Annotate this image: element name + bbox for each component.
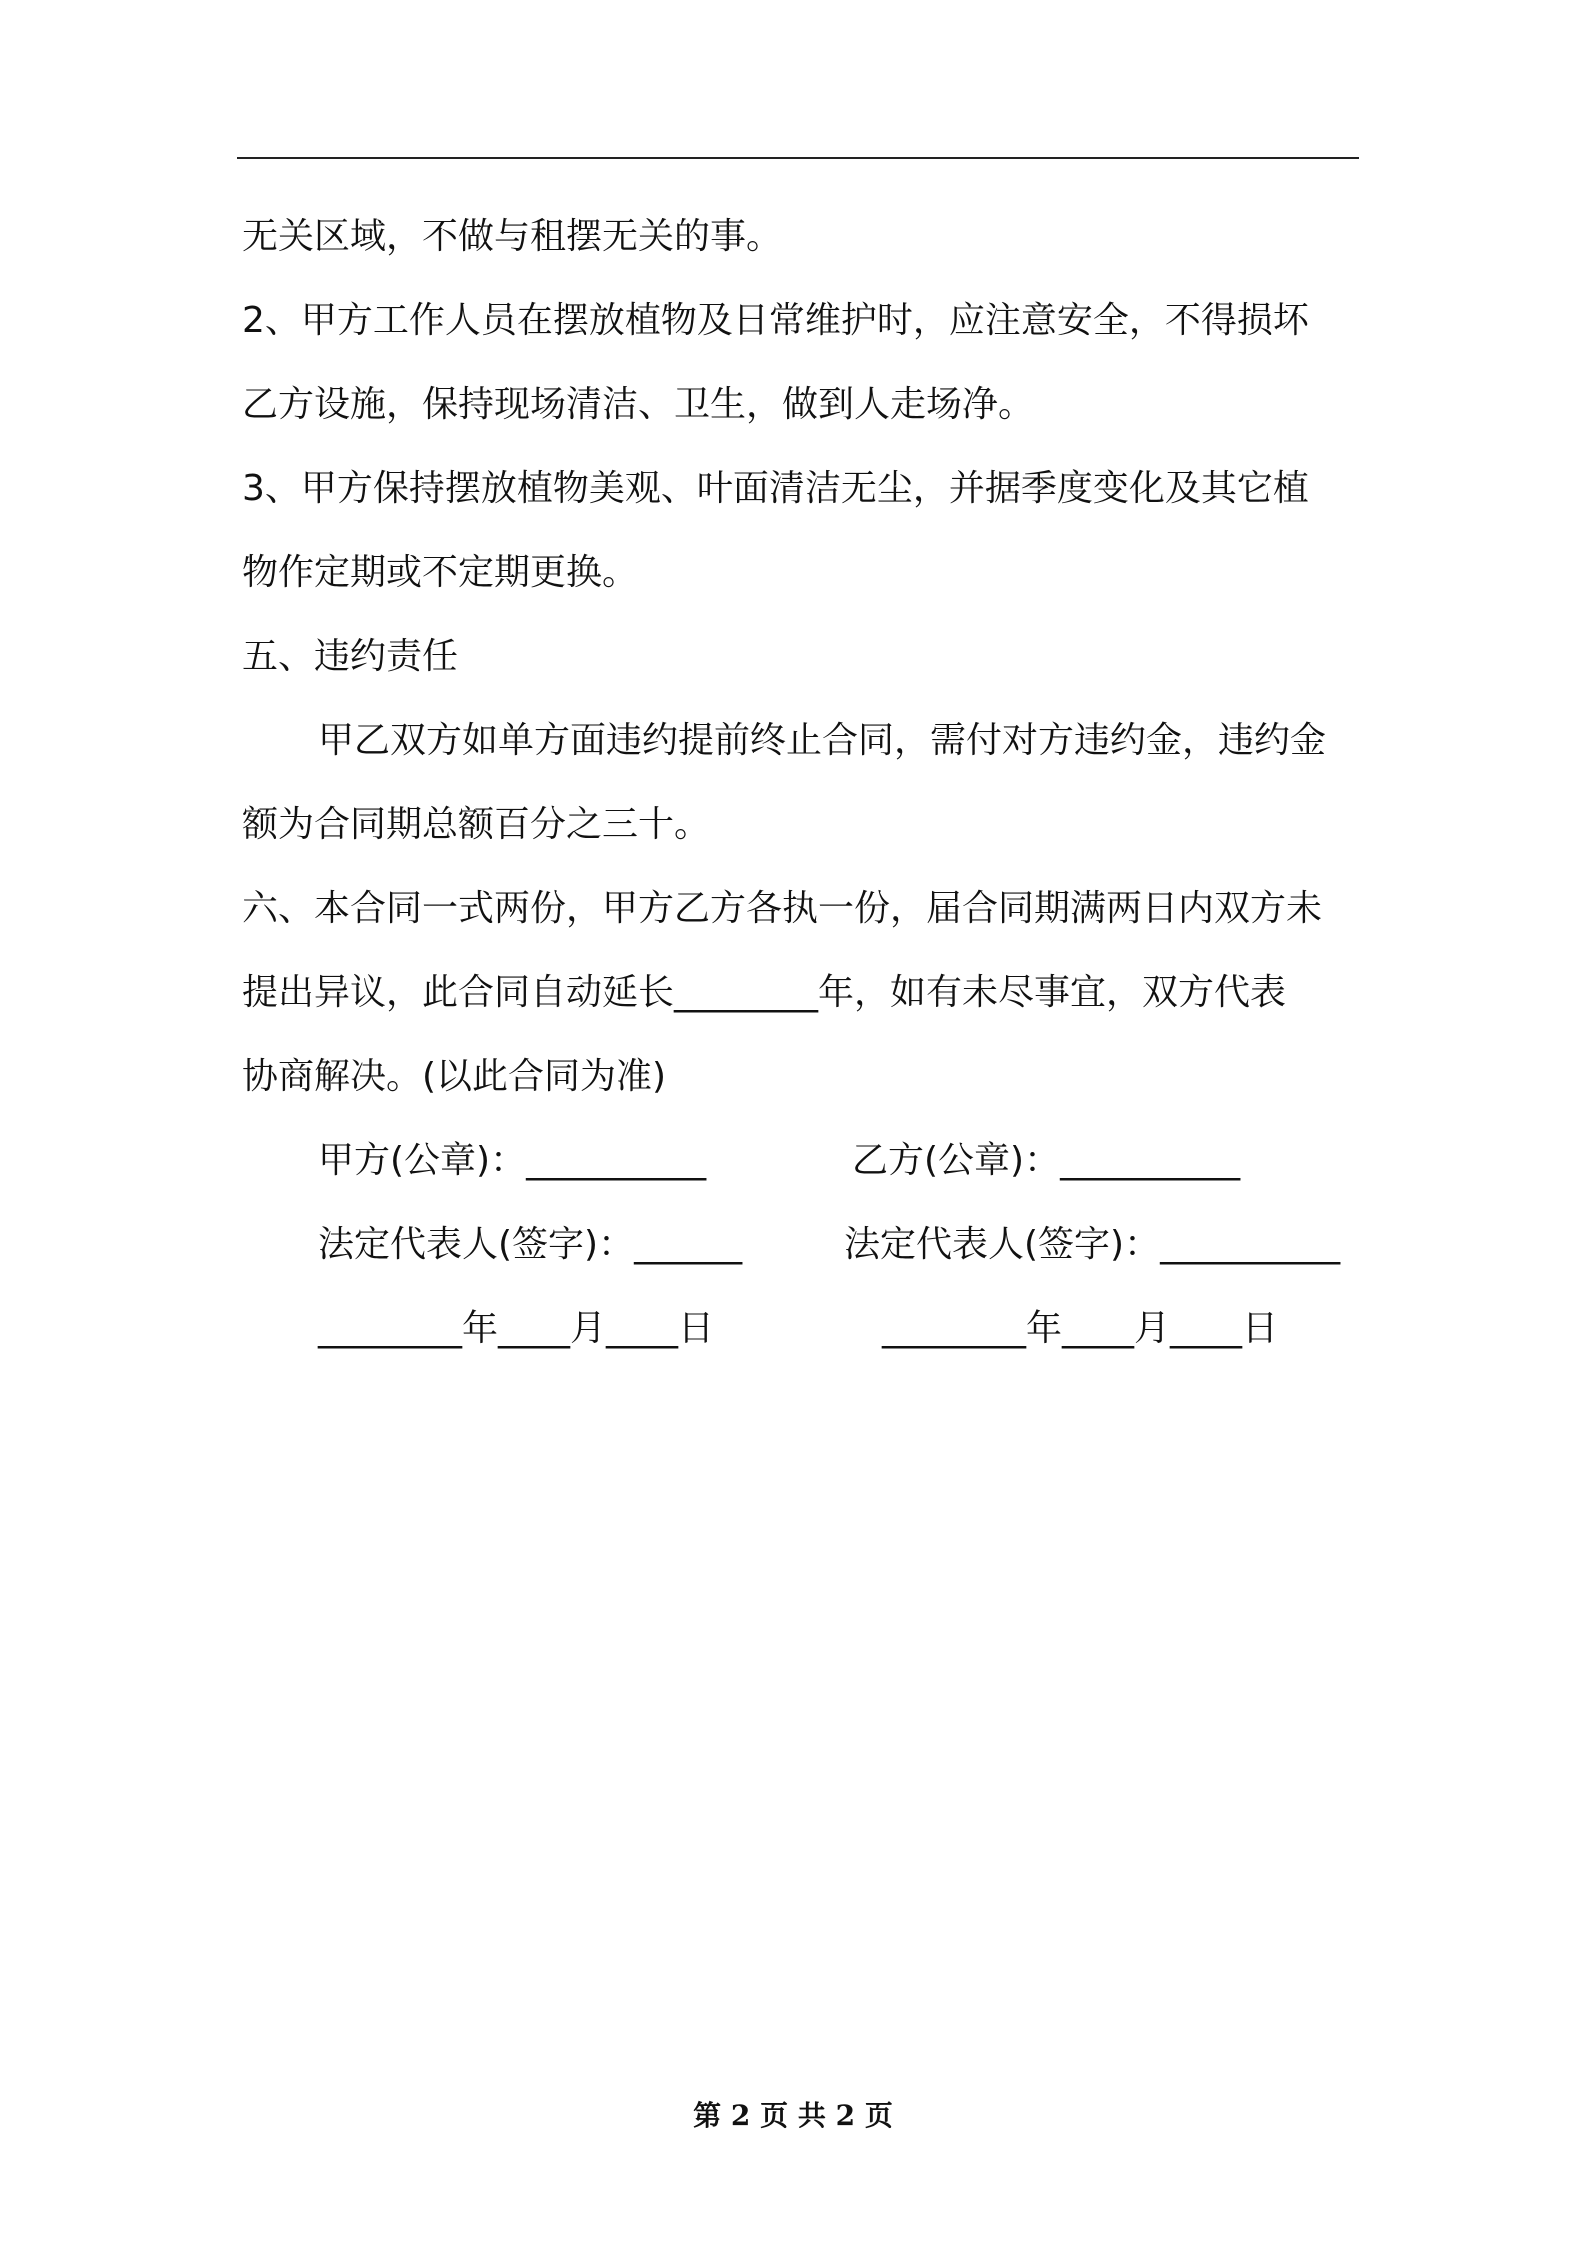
header-rule bbox=[237, 157, 1359, 159]
section-six-line: 提出异议，此合同自动延长________年，如有未尽事宜，双方代表 bbox=[242, 972, 1287, 1013]
section-heading-breach: 五、违约责任 bbox=[242, 636, 459, 677]
clause-2-line: 2、甲方工作人员在摆放植物及日常维护时，应注意安全，不得损坏 bbox=[242, 300, 1309, 341]
party-a-date-field: ________年____月____日 bbox=[318, 1308, 714, 1349]
body-line: 无关区域，不做与租摆无关的事。 bbox=[242, 216, 783, 257]
section-six-line: 协商解决。(以此合同为准) bbox=[242, 1056, 667, 1097]
section-six-line: 六、本合同一式两份，甲方乙方各执一份，届合同期满两日内双方未 bbox=[242, 888, 1323, 929]
party-b-seal-field: 乙方(公章)：__________ bbox=[852, 1140, 1241, 1181]
party-b-representative-field: 法定代表人(签字)：__________ bbox=[844, 1224, 1341, 1265]
signature-row-representative bbox=[242, 1203, 1358, 1287]
clause-2-line: 乙方设施，保持现场清洁、卫生，做到人走场净。 bbox=[242, 384, 1035, 425]
contract-body bbox=[242, 195, 1358, 1371]
party-a-seal-field: 甲方(公章)：__________ bbox=[318, 1140, 707, 1181]
breach-paragraph-line: 额为合同期总额百分之三十。 bbox=[242, 804, 711, 845]
signature-row-date bbox=[242, 1287, 1358, 1371]
signature-row-seal bbox=[242, 1119, 1358, 1203]
page-number: 第 2 页 共 2 页 bbox=[693, 2099, 893, 2132]
breach-paragraph-line: 甲乙双方如单方面违约提前终止合同，需付对方违约金，违约金 bbox=[318, 720, 1327, 761]
party-b-date-field: ________年____月____日 bbox=[882, 1308, 1278, 1349]
party-a-representative-field: 法定代表人(签字)：______ bbox=[318, 1224, 743, 1265]
clause-3-line: 物作定期或不定期更换。 bbox=[242, 552, 639, 593]
clause-3-line: 3、甲方保持摆放植物美观、叶面清洁无尘，并据季度变化及其它植 bbox=[242, 468, 1309, 509]
